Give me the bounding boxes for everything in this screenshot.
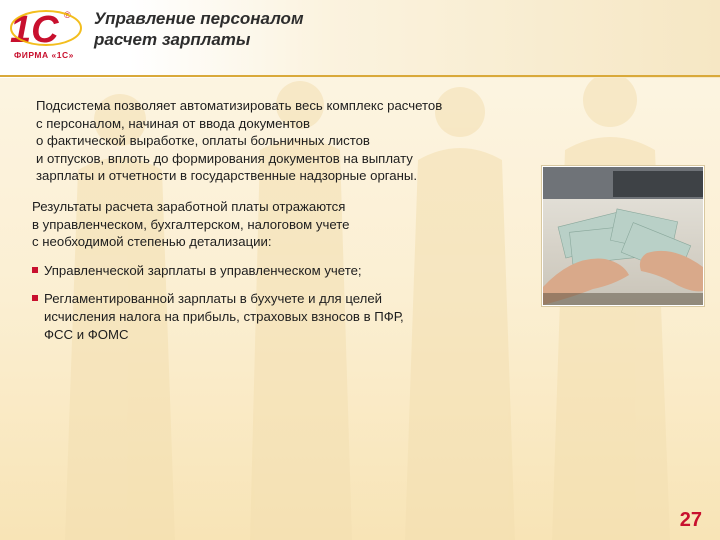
money-counting-photo	[542, 166, 704, 306]
title-line-1: Управление персоналом	[94, 9, 304, 28]
intro-paragraph	[32, 97, 542, 185]
text-line: ФСС и ФОМС	[44, 326, 129, 342]
logo-1c-icon	[8, 6, 86, 50]
results-paragraph	[32, 198, 542, 251]
text-line: Управленческой зарплаты в управленческом учете;	[44, 262, 362, 278]
company-logo	[8, 6, 86, 64]
main-content	[32, 97, 542, 343]
bullet-square-icon	[32, 267, 38, 273]
bullet-item	[32, 290, 542, 343]
header-divider	[0, 75, 720, 77]
text-line: с персоналом, начиная от ввода документов	[36, 115, 310, 131]
text-line: исчисления налога на прибыль, страховых взносов в ПФР,	[44, 308, 404, 324]
hands-counting-money-icon	[543, 167, 703, 305]
text-line: Регламентированной зарплаты в бухучете и для целей	[44, 291, 383, 307]
text-line: Результаты расчета заработной платы отражаются	[32, 198, 346, 214]
page-title	[94, 8, 304, 50]
text-line: зарплаты и отчетности в государственные надзорные органы.	[36, 168, 418, 184]
text-line: в управленческом, бухгалтерском, налоговом учете	[32, 216, 350, 232]
bullet-square-icon	[32, 295, 38, 301]
text-line: о фактической выработке, оплаты больничных листов	[36, 133, 370, 149]
text-line: Подсистема позволяет автоматизировать весь комплекс расчетов	[36, 98, 443, 113]
text-line: и отпусков, вплоть до формирования документов на выплату	[36, 150, 413, 166]
svg-text:®: ®	[64, 10, 71, 20]
svg-text:1С: 1С	[10, 9, 59, 50]
bullet-item	[32, 262, 542, 280]
page-number: 27	[679, 509, 702, 531]
text-line: с необходимой степенью детализации:	[32, 234, 272, 250]
firm-name: ФИРМА «1С»	[14, 50, 74, 60]
title-line-2: расчет зарплаты	[94, 30, 251, 49]
